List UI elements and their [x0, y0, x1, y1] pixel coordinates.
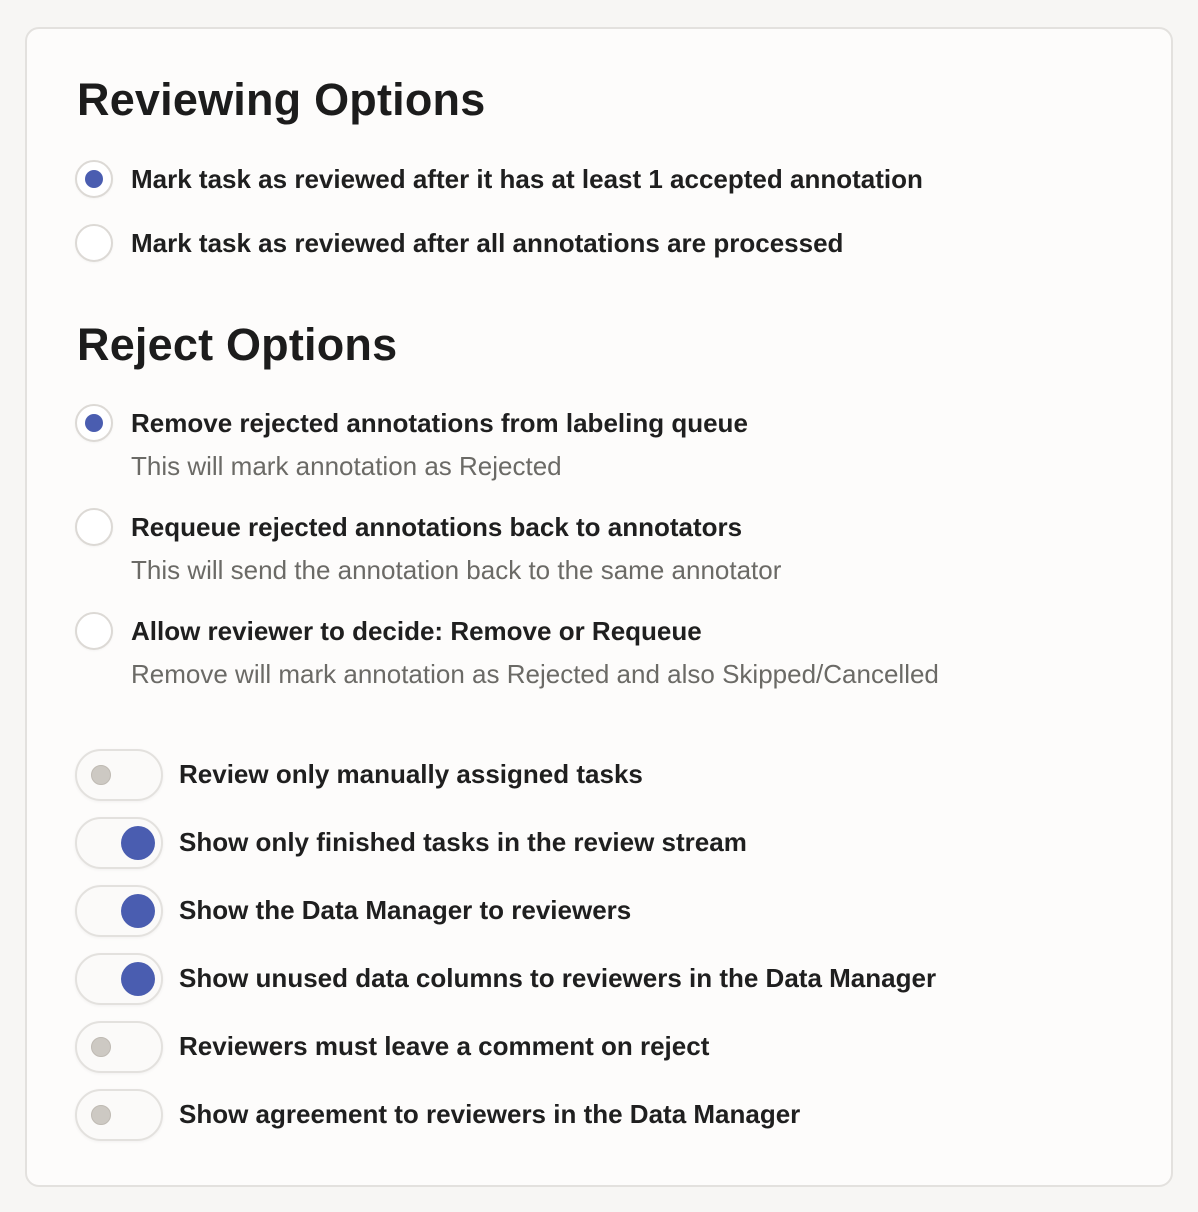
toggle-switch[interactable] [75, 953, 163, 1005]
toggle-row-show-agreement[interactable] [75, 1089, 1075, 1141]
toggle-row-comment-on-reject[interactable] [75, 1021, 1075, 1073]
radio-button[interactable] [75, 404, 113, 442]
toggle-knob [91, 765, 111, 785]
toggle-row-data-manager[interactable] [75, 885, 1075, 937]
radio-label: Remove rejected annotations from labeling queue [131, 408, 748, 438]
toggle-knob [121, 826, 155, 860]
toggle-label: Show agreement to reviewers in the Data Manager [179, 1099, 801, 1129]
radio-label: Mark task as reviewed after all annotations are processed [131, 228, 844, 258]
radio-description: Remove will mark annotation as Rejected and also Skipped/Cancelled [131, 659, 939, 689]
toggle-switch[interactable] [75, 1089, 163, 1141]
radio-button[interactable] [75, 224, 113, 262]
review-settings-card [25, 27, 1173, 1187]
reviewing-options-title: Reviewing Options [77, 74, 486, 125]
toggle-label: Review only manually assigned tasks [179, 759, 643, 789]
toggle-switch[interactable] [75, 817, 163, 869]
toggle-row-finished-tasks[interactable] [75, 817, 1075, 869]
toggle-label: Show only finished tasks in the review stream [179, 827, 747, 857]
toggle-row-manually-assigned[interactable] [75, 749, 1075, 801]
radio-button[interactable] [75, 612, 113, 650]
toggle-knob [121, 894, 155, 928]
toggle-knob [121, 962, 155, 996]
radio-button[interactable] [75, 508, 113, 546]
toggle-label: Show the Data Manager to reviewers [179, 895, 632, 925]
toggle-row-unused-columns[interactable] [75, 953, 1075, 1005]
toggle-switch[interactable] [75, 749, 163, 801]
toggle-label: Show unused data columns to reviewers in the Data Manager [179, 963, 937, 993]
radio-label: Requeue rejected annotations back to annotators [131, 512, 743, 542]
radio-button[interactable] [75, 160, 113, 198]
toggle-knob [91, 1105, 111, 1125]
reject-options-title: Reject Options [77, 319, 398, 370]
radio-label: Allow reviewer to decide: Remove or Requeue [131, 616, 702, 646]
toggle-switch[interactable] [75, 1021, 163, 1073]
toggle-knob [91, 1037, 111, 1057]
radio-description: This will mark annotation as Rejected [131, 451, 562, 481]
toggle-label: Reviewers must leave a comment on reject [179, 1031, 710, 1061]
toggle-switch[interactable] [75, 885, 163, 937]
radio-label: Mark task as reviewed after it has at least 1 accepted annotation [131, 164, 923, 194]
radio-description: This will send the annotation back to the same annotator [131, 555, 782, 585]
